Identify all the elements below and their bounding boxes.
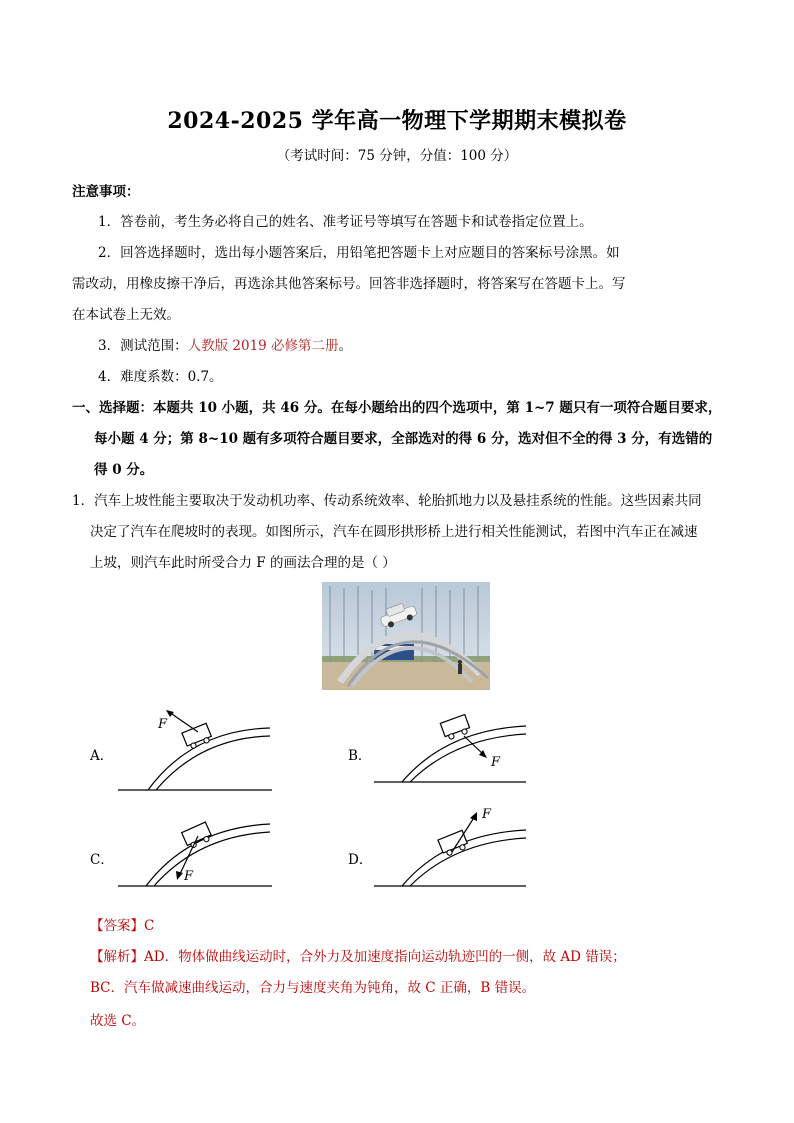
option-a-diagram <box>112 700 282 798</box>
option-c-force-label: F <box>184 869 194 884</box>
notice-item-3 <box>98 334 352 354</box>
analysis-text-1: AD．物体做曲线运动时，合外力及加速度指向运动轨迹凹的一侧，故 AD 错误； <box>144 949 626 965</box>
question-1-line-1: 1．汽车上坡性能主要取决于发动机功率、传动系统效率、轮胎抓地力以及悬挂系统的性能。这些因素共同 <box>72 493 702 509</box>
option-a-label: A． <box>90 748 114 764</box>
option-d-label: D． <box>348 852 373 868</box>
option-b-diagram <box>370 712 540 798</box>
question-1-line-2: 决定了汽车在爬坡时的表现。如图所示，汽车在圆形拱形桥上进行相关性能测试，若图中汽车正在减速 <box>90 524 698 540</box>
option-d-diagram <box>370 800 540 894</box>
answer-line <box>90 914 154 934</box>
test-scope: 人教版 2019 必修第二册 <box>187 338 339 354</box>
section-1-line-3: 得 0 分。 <box>94 462 154 478</box>
question-1-line-3: 上坡，则汽车此时所受合力 F 的画法合理的是（ ） <box>90 555 396 571</box>
notice-item-3-prefix: 3．测试范围： <box>98 338 188 354</box>
notice-item-1: 1．答卷前，考生务必将自己的姓名、准考证号等填写在答题卡和试卷指定位置上。 <box>98 214 593 230</box>
notice-item-2-line-2: 需改动，用橡皮擦干净后，再选涂其他答案标号。回答非选择题时，将答案写在答题卡上。写 <box>72 276 626 292</box>
section-1-line-2: 每小题 4 分；第 8~10 题有多项符合题目要求，全部选对的得 6 分，选对但不全的得 3 分，有选错的 <box>94 431 713 447</box>
analysis-tag: 【解析】 <box>90 949 144 965</box>
answer-value: C <box>144 918 155 934</box>
section-1-line-1: 一、选择题：本题共 10 小题，共 46 分。在每小题给出的四个选项中，第 1~7 题只有一项符合题目要求， <box>72 400 722 416</box>
notice-item-3-suffix: 。 <box>338 338 353 354</box>
notice-heading: 注意事项： <box>72 184 140 200</box>
analysis-conclusion: 故选 C。 <box>90 1013 146 1029</box>
analysis-line-2: BC．汽车做减速曲线运动，合力与速度夹角为钝角，故 C 正确，B 错误。 <box>90 980 536 996</box>
notice-item-2-line-1: 2．回答选择题时，选出每小题答案后，用铅笔把答题卡上对应题目的答案标号涂黑。如 <box>98 245 620 261</box>
analysis-line-1 <box>90 945 626 965</box>
option-d-force-label: F <box>482 807 492 822</box>
notice-item-4: 4．难度系数：0.7。 <box>98 369 223 385</box>
option-a-force-label: F <box>158 717 168 732</box>
option-c-diagram <box>112 798 282 894</box>
option-c-label: C． <box>90 852 114 868</box>
option-b-label: B． <box>348 748 372 764</box>
option-b-force-label: F <box>491 755 501 770</box>
arch-bridge-photo <box>322 582 490 690</box>
exam-info: （考试时间：75 分钟，分值：100 分） <box>276 148 518 164</box>
answer-tag: 【答案】 <box>90 918 144 934</box>
page-title: 2024-2025 学年高一物理下学期期末模拟卷 <box>167 108 627 134</box>
notice-item-2-line-3: 在本试卷上无效。 <box>72 307 180 323</box>
